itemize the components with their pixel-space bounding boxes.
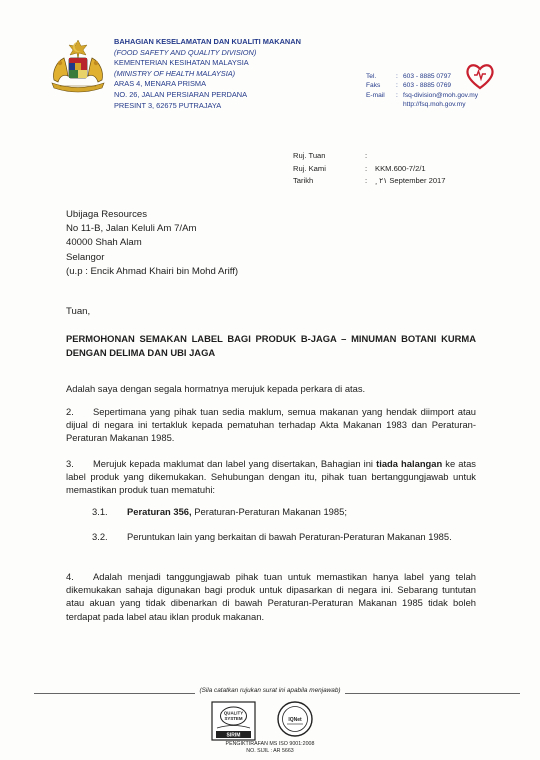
paragraph-text: ke atas label produk yang dikemukakan. Sehubungan dengan itu, pihak tuan bertanggungjawab untuk memastikan produk tuan mematuhi: <box>66 458 476 496</box>
fax-value: 603 - 8885 0769 <box>403 82 452 90</box>
certification-standard: PENGIKTIRAFAN MS ISO 9001:2008 <box>225 741 315 747</box>
subparagraph-3-1 <box>92 505 476 518</box>
paragraph-text: Sepertimana yang pihak tuan sedia maklum, semua makanan yang hendak diimport atau dijual di negara ini tertakluk kepada pematuhan terhadap Akta Makanan 1983 dan Peraturan-Peraturan Makanan 1985. <box>66 406 476 444</box>
subparagraph-number: 3.2. <box>92 531 108 542</box>
tarikh-label: Tarikh <box>293 176 314 185</box>
email-link[interactable]: fsq-division@moh.gov.my <box>403 91 479 99</box>
opening-paragraph: Adalah saya dengan segala hormatnya merujuk kepada perkara di atas. <box>66 383 366 394</box>
subparagraph-text: Peruntukan lain yang berkaitan di bawah Peraturan-Peraturan Makanan 1985. <box>127 531 452 542</box>
tarikh-value: ¸ ٢١ September 2017 <box>375 176 446 185</box>
certification-text <box>206 741 334 755</box>
ruj-tuan-label: Ruj. Tuan <box>293 151 326 160</box>
quality-system-badge-icon <box>211 701 256 741</box>
letterhead-division-en: (FOOD SAFETY AND QUALITY DIVISION) <box>114 47 257 57</box>
footer-note: (Sila catatkan rujukan surat ini apabila menjawab) <box>0 687 540 694</box>
letterhead-ministry-en: (MINISTRY OF HEALTH MALAYSIA) <box>114 68 236 78</box>
contact-block: Tel. : 603 - 8885 0797 Faks : 603 - 8885 0769 E-mail : fsq-division@moh.gov.my http://fsq.moh.gov.my <box>366 73 479 109</box>
paragraph-text: Adalah menjadi tanggungjawab pihak tuan untuk memastikan hanya label yang telah dikemukakan sahaja digunakan bagi produk untuk dipasarkan di negara ini. Sebarang tuntutan atau akuan yang tidak dibenarkan di bawah Peraturan-Peraturan Makanan 1985 tidak boleh terdapat pada label atau iklan produk makanan. <box>66 571 476 622</box>
paragraph-number: 2. <box>66 406 74 417</box>
subparagraph-number: 3.1. <box>92 506 108 517</box>
svg-text:SYSTEM: SYSTEM <box>224 716 243 721</box>
address-line: 40000 Shah Alam <box>66 237 142 249</box>
tel-value: 603 - 8885 0797 <box>403 73 452 80</box>
subparagraph-3-2 <box>92 530 476 543</box>
paragraph-3 <box>66 457 476 497</box>
letterhead-address-line: NO. 26, JALAN PERSIARAN PERDANA <box>114 89 248 99</box>
letterhead-ministry: KEMENTERIAN KESIHATAN MALAYSIA <box>114 58 249 68</box>
address-line: Selangor <box>66 251 105 263</box>
subparagraph-text: Peraturan-Peraturan Makanan 1985; <box>191 506 347 517</box>
paragraph-4 <box>66 570 476 623</box>
paragraph-number: 4. <box>66 571 74 582</box>
reference-block: Ruj. Tuan : Ruj. Kami : KKM.600-7/2/1 Tarikh : ¸ ٢١ September 2017 <box>293 150 446 188</box>
emphasis-text: tiada halangan <box>376 458 443 469</box>
ruj-kami-value: KKM.600-7/2/1 <box>375 163 426 173</box>
letterhead-address-line: ARAS 4, MENARA PRISMA <box>114 79 206 89</box>
website-link[interactable]: http://fsq.moh.gov.my <box>403 101 466 109</box>
email-label: E-mail <box>366 91 385 99</box>
tel-label: Tel. <box>366 73 377 80</box>
recipient-address <box>66 208 238 279</box>
emphasis-text: Peraturan 356, <box>127 506 192 517</box>
ruj-kami-label: Ruj. Kami <box>293 163 326 173</box>
letterhead <box>114 37 364 111</box>
attention-line: (u.p : Encik Ahmad Khairi bin Mohd Ariff) <box>66 265 239 277</box>
certificate-number: NO. SIJIL : AR 5663 <box>246 747 294 754</box>
paragraph-number: 3. <box>66 458 74 469</box>
malaysia-coat-of-arms-icon <box>46 36 110 96</box>
iqnet-badge-icon <box>276 700 314 738</box>
recipient-name: Ubijaga Resources <box>66 209 148 220</box>
paragraph-2 <box>66 405 476 445</box>
svg-text:IQNet: IQNet <box>288 717 302 723</box>
svg-text:SIRIM: SIRIM <box>226 732 241 739</box>
letterhead-division: BAHAGIAN KESELAMATAN DAN KUALITI MAKANAN <box>114 37 301 46</box>
salutation: Tuan, <box>66 306 91 317</box>
paragraph-text: Merujuk kepada maklumat dan label yang disertakan, Bahagian ini <box>93 458 377 469</box>
letterhead-address-line: PRESINT 3, 62675 PUTRAJAYA <box>114 100 222 110</box>
fax-label: Faks <box>366 82 381 90</box>
svg-text:QUALITY: QUALITY <box>223 710 244 716</box>
subject-heading: PERMOHONAN SEMAKAN LABEL BAGI PRODUK B-JAGA – MINUMAN BOTANI KURMA DENGAN DELIMA DAN UBI JAGA <box>66 333 476 358</box>
address-line: No 11-B, Jalan Keluli Am 7/Am <box>66 223 197 235</box>
